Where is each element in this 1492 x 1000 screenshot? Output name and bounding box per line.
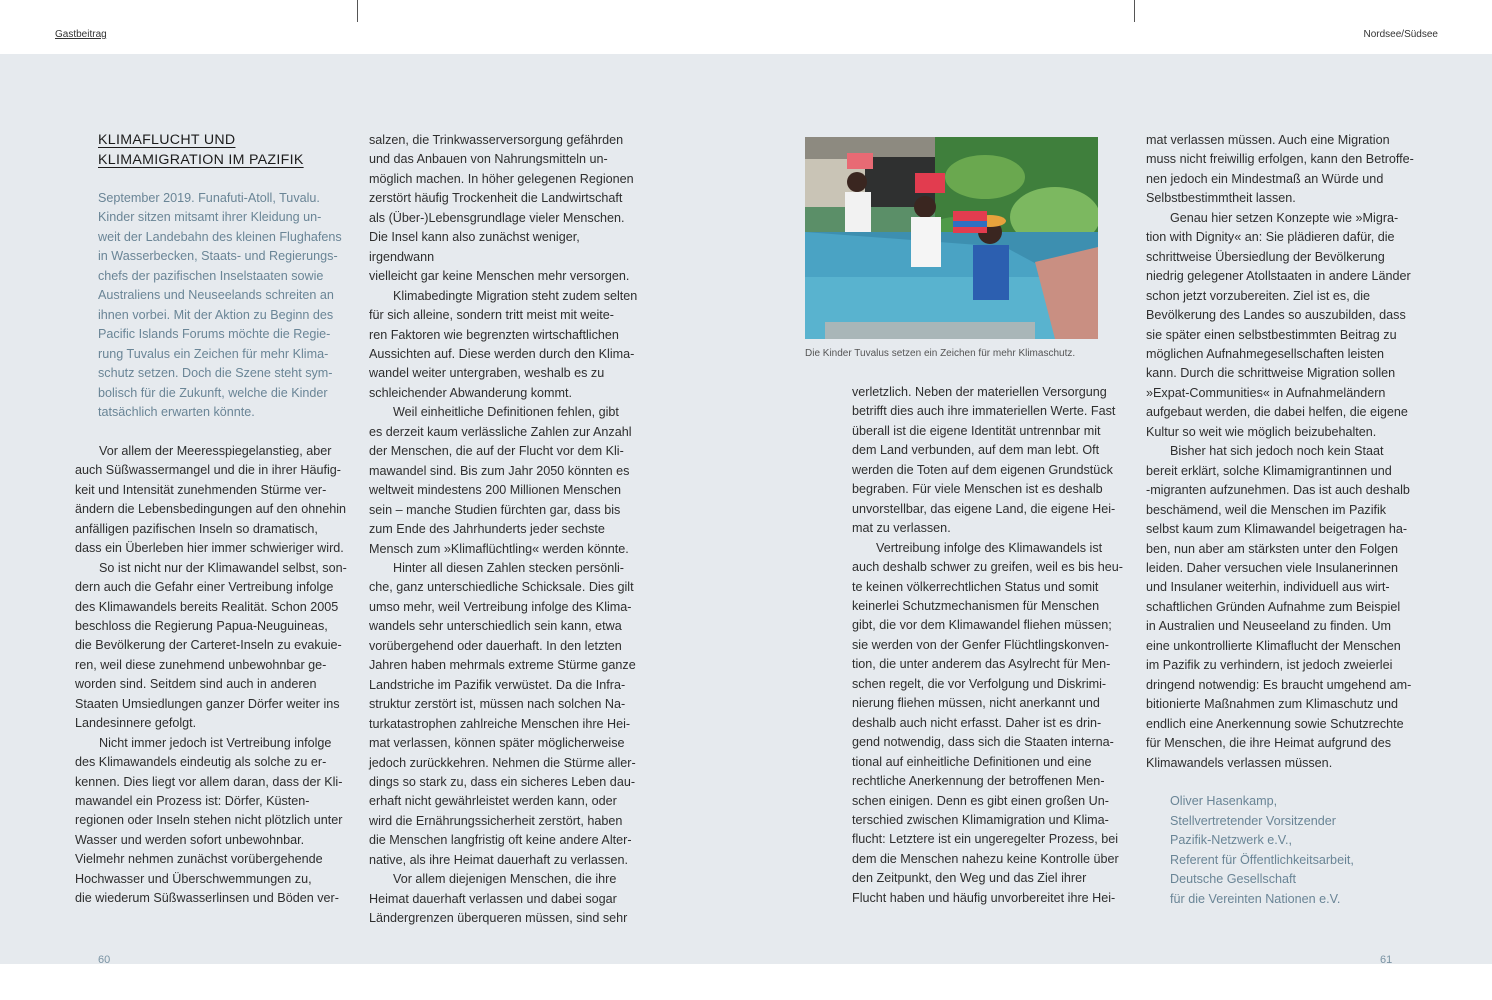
page-number-right: 61	[1380, 954, 1393, 966]
text-line: Landstriche im Pazifik verwüstet. Da die Infra-	[369, 677, 626, 692]
text-line: auch deshalb schwer zu greifen, weil es bis heu-	[852, 560, 1123, 575]
column-1	[75, 131, 350, 909]
photo-illustration	[805, 137, 1098, 339]
column-3-body	[852, 383, 1132, 908]
text-line: »Expat-Communities« in Aufnahmeländern	[1146, 385, 1386, 400]
text-line: rechtliche Anerkennung der betroffenen Men-	[852, 774, 1105, 789]
text-line: des Klimawandels eindeutig als solche zu er-	[75, 755, 327, 770]
text-line: native, als ihre Heimat dauerhaft zu verlassen.	[369, 852, 629, 867]
paragraph	[1146, 131, 1426, 209]
column-4-body	[1146, 131, 1426, 773]
text-line: Weil einheitliche Definitionen fehlen, gibt	[393, 405, 619, 420]
text-line: turkatastrophen zahlreiche Menschen ihre Hei-	[369, 716, 631, 731]
text-line: Deutsche Gesellschaft	[1170, 872, 1296, 887]
text-line: wandels sehr unterschiedlich sein kann, etwa	[369, 619, 622, 634]
text-line: dings so stark zu, dass ein sicheres Leben dau-	[369, 774, 636, 789]
text-line: Ländergrenzen überqueren müssen, sind sehr	[369, 911, 628, 926]
text-line: Referent für Öffentlichkeitsarbeit,	[1170, 852, 1354, 867]
text-line: schutz setzen. Doch die Szene steht sym-	[98, 366, 333, 381]
text-line: deshalb auch nicht erfasst. Daher ist es drin-	[852, 715, 1102, 730]
paragraph	[1146, 209, 1426, 442]
text-line: Vertreibung infolge des Klimawandels ist	[876, 540, 1103, 555]
text-line: flucht: Letztere ist ein ungeregelter Prozess, bei	[852, 832, 1119, 847]
text-line: schen regelt, die vor Verfolgung und Diskrimi-	[852, 676, 1107, 691]
text-line: Oliver Hasenkamp,	[1170, 794, 1278, 809]
lead-paragraph	[98, 189, 350, 422]
text-line: bitionierte Maßnahmen zum Klimaschutz und	[1146, 697, 1398, 712]
column-2-body	[369, 131, 644, 929]
text-line: keit und Intensität zunehmenden Stürme ver-	[75, 482, 327, 497]
text-line: die Menschen langfristig oft keine andere Alter-	[369, 833, 632, 848]
text-line: Hochwasser und Überschwemmungen zu,	[75, 871, 312, 886]
text-line: te keinen völkerrechtlichen Status und somit	[852, 579, 1099, 594]
text-line: zum Ende des Jahrhunderts jeder sechste	[369, 522, 605, 537]
paragraph	[75, 734, 350, 909]
text-line: möglichen Aufnahmegesellschaften leisten	[1146, 346, 1385, 361]
text-line: Genau hier setzen Konzepte wie »Migra-	[1170, 210, 1399, 225]
text-line: mawandel ein Prozess ist: Dörfer, Küsten-	[75, 794, 310, 809]
text-line: regionen oder Inseln stehen nicht plötzlich unter	[75, 813, 343, 828]
text-line: Vielmehr nehmen zunächst vorübergehende	[75, 852, 323, 867]
paragraph	[369, 403, 644, 559]
section-label-left: Gastbeitrag	[55, 29, 107, 40]
text-line: schen einigen. Denn es gibt einen großen Un-	[852, 793, 1109, 808]
column-4	[1146, 131, 1426, 909]
text-line: jedoch zurückkehren. Nehmen die Stürme aller-	[369, 755, 636, 770]
text-line: Mensch zum »Klimaflüchtling« werden könnte.	[369, 541, 629, 556]
paragraph	[369, 131, 644, 287]
text-line: Landesinnere gefolgt.	[75, 716, 197, 731]
text-line: wird die Ernährungssicherheit zerstört, haben	[369, 813, 623, 828]
text-line: schrittweise Übersiedlung der Bevölkerung	[1146, 249, 1385, 264]
text-line: die Bevölkerung der Carteret-Inseln zu evakuie-	[75, 638, 342, 653]
text-line: betrifft dies auch ihre immateriellen Werte. Fast	[852, 404, 1116, 419]
text-line: So ist nicht nur der Klimawandel selbst, son-	[99, 560, 347, 575]
text-line: möglich machen. In höher gelegenen Regionen	[369, 171, 634, 186]
text-line: in Wasserbecken, Staats- und Regierungs-	[98, 249, 338, 264]
text-line: sie später einen selbstbestimmten Beitrag zu	[1146, 327, 1397, 342]
text-line: dern auch die Gefahr einer Vertreibung infolge	[75, 580, 334, 595]
paragraph	[369, 559, 644, 870]
text-line: es derzeit kaum verlässliche Zahlen zur Anzahl	[369, 424, 632, 439]
text-line: verletzlich. Neben der materiellen Versorgung	[852, 385, 1107, 399]
text-line: schleichender Abwanderung kommt.	[369, 385, 573, 400]
text-line: selbst kaum zum Klimawandel beigetragen ha-	[1146, 522, 1408, 537]
text-line: nen jedoch ein Mindestmaß an Würde und	[1146, 171, 1384, 186]
text-line: mat verlassen müssen. Auch eine Migration	[1146, 133, 1390, 147]
text-line: Heimat dauerhaft verlassen und dabei sogar	[369, 891, 617, 906]
text-line: für Menschen, die ihre Heimat aufgrund des	[1146, 736, 1392, 751]
text-line: salzen, die Trinkwasserversorgung gefährden	[369, 133, 624, 147]
text-line: auch Süßwassermangel und die in ihrer Häufig-	[75, 463, 342, 478]
text-line: bereit erklärt, solche Klimamigrantinnen und	[1146, 463, 1392, 478]
text-line: dem die Menschen nahezu keine Kontrolle über	[852, 851, 1119, 866]
text-line: umso mehr, weil Vertreibung infolge des Klima-	[369, 599, 632, 614]
text-line: überall ist die eigene Identität untrennbar mit	[852, 423, 1101, 438]
paragraph	[852, 539, 1132, 909]
text-line: Jahren haben mehrmals extreme Stürme ganze	[369, 658, 636, 673]
text-line: weltweit mindestens 200 Millionen Menschen	[369, 483, 622, 498]
text-line: muss nicht freiwillig erfolgen, kann den Betroffe-	[1146, 152, 1414, 167]
text-line: dringend notwendig: Es braucht umgehend am-	[1146, 677, 1412, 692]
text-line: rung Tuvalus ein Zeichen für mehr Klima-	[98, 346, 329, 361]
text-line: für die Vereinten Nationen e.V.	[1170, 891, 1341, 906]
paragraph	[369, 870, 644, 928]
text-line: schaftlichen Gründen Aufnahme zum Beispiel	[1146, 599, 1401, 614]
text-line: Flucht haben und häufig unvorbereitet ihre Hei-	[852, 890, 1116, 905]
text-line: Kultur so weit wie möglich beizubehalten.	[1146, 424, 1377, 439]
text-line: den Zeitpunkt, den Weg und das Ziel ihrer	[852, 871, 1087, 886]
text-line: bolisch für die Zukunft, welche die Kinder	[98, 385, 328, 400]
text-line: tional auf einheitliche Definitionen und eine	[852, 754, 1092, 769]
text-line: schon jetzt vorzubereiten. Ziel ist es, die	[1146, 288, 1370, 303]
text-line: erhaft nicht gewährleistet werden kann, oder	[369, 794, 617, 809]
tuvalu-children-photo	[805, 137, 1098, 339]
text-line: Bisher hat sich jedoch noch kein Staat	[1170, 444, 1384, 459]
text-line: leiden. Daher versuchen viele Insulanerinnen	[1146, 560, 1399, 575]
text-line: gibt, die vor dem Klimawandel fliehen müssen;	[852, 618, 1112, 633]
text-line: begraben. Für viele Menschen ist es deshalb	[852, 482, 1103, 497]
text-line: -migranten aufzunehmen. Das ist auch deshalb	[1146, 483, 1410, 498]
text-line: dass ein Überleben hier immer schwieriger wird.	[75, 541, 344, 556]
text-line: Aussichten auf. Diese werden durch den Klima-	[369, 346, 635, 361]
text-line: endlich eine Anerkennung sowie Schutzrechte	[1146, 716, 1404, 731]
text-line: Bevölkerung des Landes so auszubilden, dass	[1146, 308, 1406, 323]
text-line: Staaten Umsiedlungen ganzer Dörfer weiter ins	[75, 696, 340, 711]
column-1-body	[75, 442, 350, 909]
text-line: die wiederum Süßwasserlinsen und Böden ver-	[75, 891, 339, 906]
text-line: wandel weiter untergraben, weshalb es zu	[369, 366, 605, 381]
text-line: kann. Durch die schrittweise Migration sollen	[1146, 366, 1396, 381]
text-line: ihnen vorbei. Mit der Aktion zu Beginn des	[98, 307, 334, 322]
text-line: terschied zwischen Klimamigration und Klima-	[852, 812, 1109, 827]
text-line: Kinder sitzen mitsamt ihrer Kleidung un-	[98, 210, 322, 225]
text-line: als (Über-)Lebensgrundlage vieler Menschen.	[369, 210, 625, 225]
text-line: eine unkontrollierte Klimaflucht der Menschen	[1146, 638, 1401, 653]
text-line: keinerlei Schutzmechanismen für Menschen	[852, 598, 1100, 613]
text-line: sie werden von der Genfer Flüchtlingskonven-	[852, 637, 1109, 652]
text-line: September 2019. Funafuti-Atoll, Tuvalu.	[98, 191, 320, 205]
page-number-left: 60	[98, 954, 111, 966]
text-line: Vor allem diejenigen Menschen, die ihre	[393, 872, 617, 887]
text-line: sein – manche Studien fürchten gar, dass bis	[369, 502, 621, 517]
paragraph	[75, 442, 350, 559]
text-line: der Menschen, die auf der Flucht vor dem Kli-	[369, 444, 624, 459]
text-line: Pacific Islands Forums möchte die Regie-	[98, 327, 331, 342]
text-line: struktur zerstört ist, müssen nach solchen Na-	[369, 697, 626, 712]
text-line: werden die Toten auf dem eigenen Grundstück	[852, 462, 1113, 477]
text-line: zerstört häufig Trockenheit die Landwirtschaft	[369, 191, 623, 206]
text-line: Australiens und Neuseelands schreiten an	[98, 288, 334, 303]
text-line: gend notwendig, dass sich die Staaten interna-	[852, 735, 1114, 750]
text-line: Die Insel kann also zunächst weniger, irgendwann	[369, 230, 580, 264]
article-title	[98, 131, 350, 170]
paragraph	[369, 287, 644, 404]
text-line: und das Anbauen von Nahrungsmitteln un-	[369, 152, 608, 167]
text-line: niedrig gelegener Atollstaaten in andere Länder	[1146, 269, 1411, 284]
text-line: für sich alleine, sondern tritt meist mit weite-	[369, 308, 614, 323]
text-line: kennen. Dies liegt vor allem daran, dass der Kli-	[75, 774, 343, 789]
text-line: und Insulaner weiterhin, individuell aus wirt-	[1146, 580, 1390, 595]
crop-mark-right	[1134, 0, 1135, 22]
text-line: tion with Dignity« an: Sie plädieren dafür, die	[1146, 230, 1395, 245]
text-line: mat zu verlassen.	[852, 521, 951, 536]
article-title-line: KLIMAMIGRATION IM PAZIFIK	[98, 151, 304, 168]
footer-bar	[0, 964, 1492, 1000]
text-line: unvorstellbar, das eigene Land, die eigene Hei-	[852, 501, 1116, 516]
text-line: Klimabedingte Migration steht zudem selten	[393, 288, 638, 303]
photo-caption: Die Kinder Tuvalus setzen ein Zeichen für mehr Klimaschutz.	[805, 348, 1076, 359]
text-line: ren Faktoren wie begrenzten wirtschaftlichen	[369, 327, 619, 342]
text-line: im Pazifik zu verhindern, ist jedoch zweierlei	[1146, 658, 1393, 673]
text-line: vorübergehend oder dauerhaft. In den letzten	[369, 638, 622, 653]
text-line: tatsächlich erwarten könnte.	[98, 404, 255, 419]
text-line: beschloss die Regierung Papua-Neuguineas,	[75, 618, 328, 633]
text-line: beschämend, weil die Menschen im Pazifik	[1146, 502, 1387, 517]
text-line: ren, weil diese zunehmend unbewohnbar ge-	[75, 657, 327, 672]
text-line: chefs der pazifischen Inselstaaten sowie	[98, 268, 324, 283]
text-line: vielleicht gar keine Menschen mehr versorgen.	[369, 269, 630, 284]
crop-mark-left	[357, 0, 358, 22]
text-line: anfälligen pazifischen Inseln so dramatisch,	[75, 521, 318, 536]
text-line: nierung fliehen müssen, nicht anerkannt und	[852, 696, 1100, 711]
text-line: dem Land verbunden, auf dem man lebt. Oft	[852, 443, 1100, 458]
text-line: tion, die unter anderem das Asylrecht für Men-	[852, 657, 1111, 672]
paragraph	[1146, 442, 1426, 773]
author-signature	[1170, 792, 1426, 909]
text-line: Nicht immer jedoch ist Vertreibung infolge	[99, 735, 332, 750]
text-line: des Klimawandels bereits Realität. Schon 2005	[75, 599, 339, 614]
text-line: mawandel sind. Bis zum Jahr 2050 könnten es	[369, 463, 630, 478]
text-line: Wasser und werden sofort unbewohnbar.	[75, 832, 305, 847]
text-line: Stellvertretender Vorsitzender	[1170, 813, 1336, 828]
section-label-right: Nordsee/Südsee	[1363, 29, 1438, 40]
text-line: mat verlassen, können später möglicherweise	[369, 736, 625, 751]
article-title-line: KLIMAFLUCHT UND	[98, 132, 236, 148]
text-line: aufgebaut werden, die dabei helfen, die eigene	[1146, 405, 1408, 420]
text-line: Klimawandels verlassen müssen.	[1146, 755, 1333, 770]
text-line: ben, nun aber am stärksten unter den Folgen	[1146, 541, 1399, 556]
text-line: in Australien und Neuseeland zu finden. Um	[1146, 619, 1392, 634]
paragraph	[852, 383, 1132, 539]
text-line: Hinter all diesen Zahlen stecken persönli-	[393, 560, 625, 575]
text-line: Selbstbestimmtheit lassen.	[1146, 191, 1296, 206]
text-line: ändern die Lebensbedingungen auf den ohnehin	[75, 502, 347, 517]
text-line: Pazifik-Netzwerk e.V.,	[1170, 833, 1293, 848]
text-line: weit der Landebahn des kleinen Flughafens	[98, 229, 342, 244]
text-line: che, ganz unterschiedliche Schicksale. Dies gilt	[369, 580, 634, 595]
text-line: Vor allem der Meeresspiegelanstieg, aber	[99, 443, 332, 458]
column-2	[369, 131, 644, 929]
text-line: worden sind. Seitdem sind auch in anderen	[75, 677, 317, 692]
paragraph	[75, 559, 350, 734]
column-3	[852, 383, 1132, 908]
header-bar	[0, 0, 1492, 54]
